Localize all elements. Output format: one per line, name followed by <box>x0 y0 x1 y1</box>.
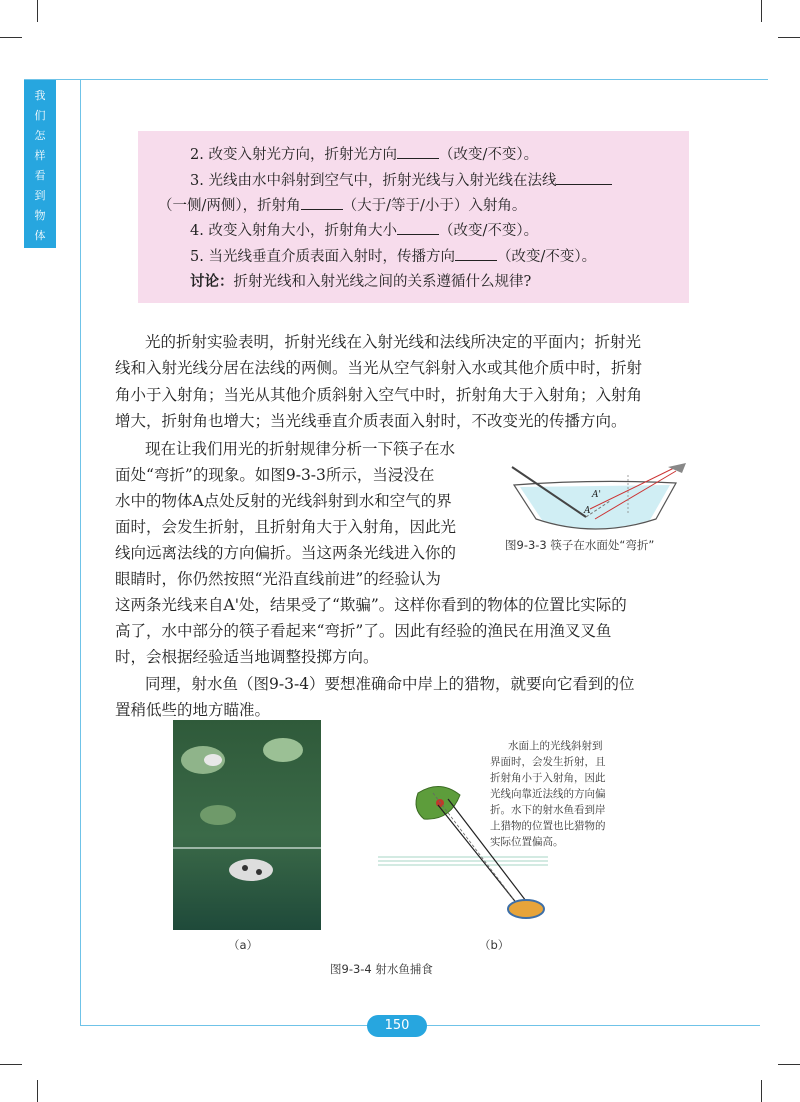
side-tab-char: 怎 <box>34 129 46 142</box>
exercise-box <box>138 131 689 303</box>
fish-spot <box>242 865 248 871</box>
exercise-item-3-cont: （一侧/两侧），折射角 （大于/等于/小于）入射角。 <box>158 194 526 215</box>
page-number: 150 <box>367 1015 427 1037</box>
discussion-label: 讨论： <box>190 274 234 290</box>
archerfish-photo <box>173 720 321 930</box>
side-tab-char: 们 <box>34 109 46 122</box>
paragraph2-line: 眼睛时，你仍然按照“光沿直线前进”的经验认为 <box>115 570 441 588</box>
note-line: 折。水下的射水鱼看到岸 <box>490 804 606 816</box>
paragraph2-line: 水中的物体A点处反射的光线斜射到水和空气的界 <box>115 492 452 510</box>
header-rule <box>24 79 768 80</box>
exercise-item-2: 2. 改变入射光方向，折射光方向 （改变/不变）。 <box>190 143 538 164</box>
side-tab-char: 看 <box>34 169 46 182</box>
paragraph1-line: 光的折射实验表明，折射光线在入射光线和法线所决定的平面内；折射光 <box>145 333 642 351</box>
answer-blank[interactable] <box>397 220 439 235</box>
label-a: A <box>584 506 591 516</box>
chapter-side-tab <box>24 80 56 248</box>
paragraph3-line: 置稍低些的地方瞄准。 <box>115 701 271 719</box>
paragraph1-line: 线和入射光线分居在法线的两侧。当光从空气斜射入水或其他介质中时，折射 <box>115 359 643 377</box>
chopstick-bowl-figure <box>500 455 690 535</box>
answer-blank[interactable] <box>301 195 343 210</box>
paragraph2-line: 这两条光线来自A'处，结果受了“欺骗”。这样你看到的物体的位置比实际的 <box>115 596 627 614</box>
side-tab-char: 我 <box>34 89 46 102</box>
side-tab-char: 样 <box>34 149 46 162</box>
exercise-item-3: 3. 光线由水中斜射到空气中，折射光线与入射光线在法线 <box>190 169 612 190</box>
discussion-prompt: 讨论：折射光线和入射光线之间的关系遵循什么规律? <box>190 274 532 290</box>
crop-mark <box>761 0 762 22</box>
side-tab-char: 到 <box>34 189 46 202</box>
crop-mark <box>0 37 22 38</box>
paragraph3-line: 同理，射水鱼（图9-3-4）要想准确命中岸上的猎物，就要向它看到的位 <box>145 675 635 693</box>
crop-mark <box>761 1080 762 1102</box>
insect <box>204 754 222 766</box>
side-rule <box>80 79 81 1025</box>
paragraph2-line: 面处“弯折”的现象。如图9-3-3所示，当浸没在 <box>115 466 435 484</box>
side-tab-char: 体 <box>34 229 46 242</box>
note-line: 折射角小于入射角，因此 <box>490 772 606 784</box>
side-tab-char: 物 <box>34 209 46 222</box>
fish-spot <box>256 869 262 875</box>
note-line: 光线向靠近法线的方向偏 <box>490 788 606 800</box>
paragraph2-line: 线向远离法线的方向偏折。当这两条光线进入你的 <box>115 544 457 562</box>
exercise-item-5: 5. 当光线垂直介质表面入射时，传播方向 （改变/不变）。 <box>190 245 596 266</box>
crop-mark <box>778 1064 800 1065</box>
note-line: 上猎物的位置也比猎物的 <box>490 820 606 832</box>
crop-mark <box>37 0 38 22</box>
paragraph2-line: 高了，水中部分的筷子看起来“弯折”了。因此有经验的渔民在用渔叉叉鱼 <box>115 622 612 640</box>
answer-blank[interactable] <box>397 144 439 159</box>
crop-mark <box>0 1064 22 1065</box>
answer-blank[interactable] <box>556 170 612 185</box>
paragraph1-line: 增大，折射角也增大；当光线垂直介质表面入射时，不改变光的传播方向。 <box>115 412 627 430</box>
figure-933-caption: 图9-3-3 筷子在水面处“弯折” <box>505 538 655 552</box>
answer-blank[interactable] <box>455 246 497 261</box>
leaf <box>263 738 303 762</box>
leaf <box>200 805 236 825</box>
label-a-prime: A' <box>592 490 601 500</box>
paragraph1-line: 角小于入射角；当光从其他介质斜射入空气中时，折射角大于入射角；入射角 <box>115 386 643 404</box>
figure-934-label-b: （b） <box>479 938 510 952</box>
paragraph2-line: 现在让我们用光的折射规律分析一下筷子在水 <box>145 440 456 458</box>
exercise-item-4: 4. 改变入射角大小，折射角大小 （改变/不变）。 <box>190 219 538 240</box>
note-line: 界面时，会发生折射，且 <box>490 756 606 768</box>
archerfish <box>508 900 544 918</box>
eye-icon <box>668 463 686 473</box>
paragraph2-line: 时，会根据经验适当地调整投掷方向。 <box>115 648 379 666</box>
note-line: 实际位置偏高。 <box>490 836 564 848</box>
crop-mark <box>37 1080 38 1102</box>
figure-934-label-a: （a） <box>228 938 259 952</box>
note-line: 水面上的光线斜射到 <box>508 740 603 752</box>
paragraph2-line: 面时，会发生折射，且折射角大于入射角，因此光 <box>115 518 457 536</box>
figure-934-caption: 图9-3-4 射水鱼捕食 <box>330 962 433 976</box>
fish <box>229 859 273 881</box>
crop-mark <box>778 37 800 38</box>
